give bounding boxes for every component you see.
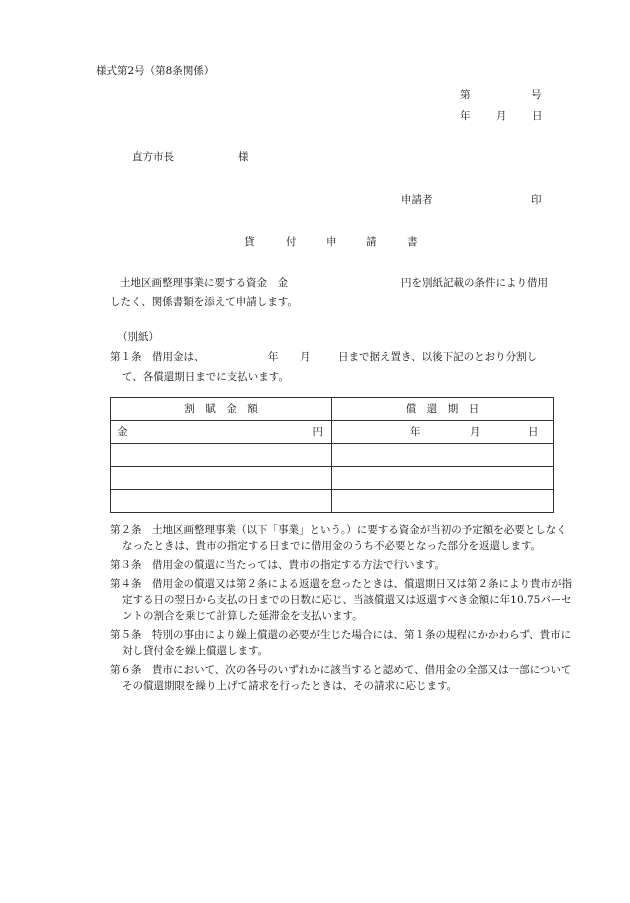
date-day: 日 <box>532 110 543 122</box>
article-6: 第６条 貴市において、次の各号のいずれかに該当すると認めて、借用金の全部又は一部についてその償還期限を繰り上げて請求を行ったときは、その請求に応じます。 <box>110 664 572 692</box>
addressee-honorific: 様 <box>238 151 249 163</box>
table-row <box>111 490 554 513</box>
date-cell[interactable] <box>332 421 554 444</box>
article1-month: 月 <box>300 351 311 363</box>
amount-unit: 円 <box>312 426 323 438</box>
article-5: 第５条 特別の事由により繰上償還の必要が生じた場合には、第１条の規程にかかわらず、貴市に対し貸付金を繰上償還します。 <box>110 629 572 657</box>
table-row <box>111 444 554 467</box>
attachment-label: （別紙） <box>117 331 159 343</box>
date-cell[interactable] <box>332 467 554 490</box>
date-cell[interactable] <box>332 490 554 513</box>
doc-number-suffix: 号 <box>531 89 542 101</box>
article1-head: 第１条 借用金は、 <box>110 351 205 363</box>
amount-prefix: 金 <box>117 426 128 438</box>
amount-cell[interactable] <box>111 444 332 467</box>
articles-block <box>110 522 572 697</box>
table-row <box>111 467 554 490</box>
header-amount: 割 賦 金 額 <box>111 398 332 421</box>
intro-line1-a: 土地区画整理事業に要する資金 金 <box>120 277 288 289</box>
repayment-schedule-table <box>110 397 554 513</box>
applicant-seal: 印 <box>531 194 542 206</box>
title-char: 書 <box>407 236 418 248</box>
title-char: 付 <box>286 236 297 248</box>
doc-number-prefix: 第 <box>460 89 471 101</box>
intro-line2: したく、関係書類を添えて申請します。 <box>110 296 298 308</box>
article1-line2: て、各償還期日までに支払います。 <box>122 371 289 383</box>
table-header-row <box>111 398 554 421</box>
date-year: 年 <box>460 110 471 122</box>
intro-line1-b: 円を別紙記載の条件により借用 <box>401 277 548 289</box>
amount-cell[interactable] <box>111 490 332 513</box>
date-year: 年 <box>410 426 421 438</box>
article1-tail: 日まで据え置き、以後下記のとおり分割し <box>338 351 538 363</box>
date-month: 月 <box>496 110 507 122</box>
form-id: 様式第2号（第8条関係） <box>96 65 215 77</box>
title-char: 貸 <box>244 236 255 248</box>
article-3: 第３条 借用金の償還に当たっては、貴市の指定する方法で行います。 <box>110 559 446 571</box>
article1-year: 年 <box>268 351 279 363</box>
date-day: 日 <box>528 426 539 438</box>
addressee-name: 直方市長 <box>132 151 174 163</box>
title-char: 請 <box>366 236 377 248</box>
article-4: 第４条 借用金の償還又は第２条による返還を怠ったときは、償還期日又は第２条により貴市が指定する日の翌日から支払の日までの日数に応じ、当該償還又は返還すべき金額に年10.75パーセントの割合を乗じて計算した延滞金を支払います。 <box>110 578 572 622</box>
amount-cell[interactable] <box>111 421 332 444</box>
date-cell[interactable] <box>332 444 554 467</box>
title-char: 申 <box>326 236 337 248</box>
applicant-label: 申請者 <box>401 194 433 206</box>
article-2: 第２条 土地区画整理事業（以下「事業」という。）に要する資金が当初の予定額を必要としなくなったときは、貴市の指定する日までに借用金のうち不必要となった部分を返還します。 <box>110 524 567 552</box>
date-month: 月 <box>470 426 481 438</box>
table-row <box>111 421 554 444</box>
header-date: 償 還 期 日 <box>332 398 554 421</box>
amount-cell[interactable] <box>111 467 332 490</box>
